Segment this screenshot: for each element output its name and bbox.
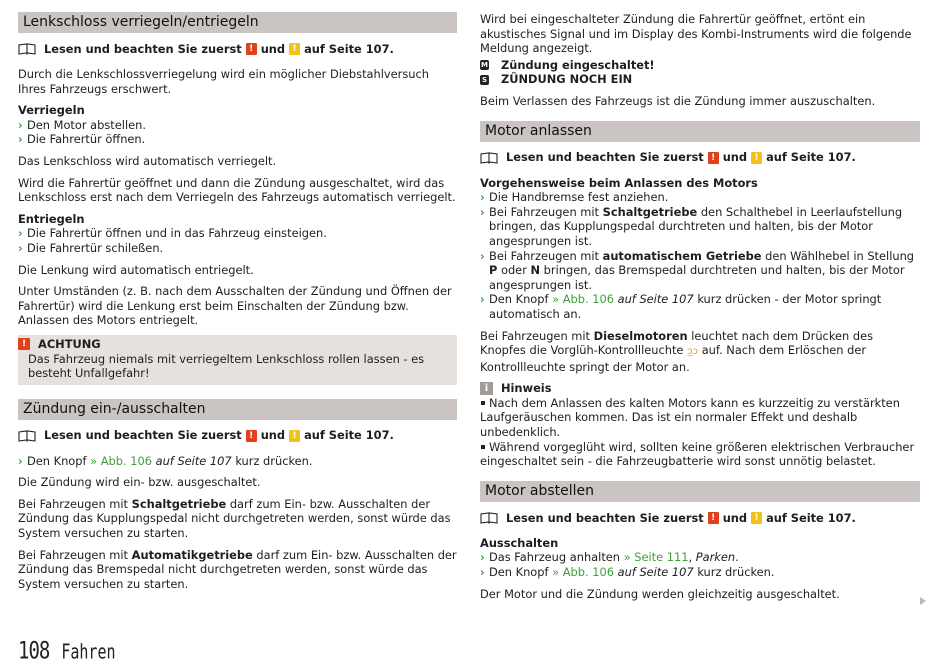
paragraph: Beim Verlassen des Fahrzeugs ist die Zündung immer auszuschalten. bbox=[480, 93, 876, 108]
paragraph: Der Motor und die Zündung werden gleichzeitig ausgeschaltet. bbox=[480, 586, 840, 601]
warning-and: und bbox=[260, 428, 286, 443]
warning-icon: ! bbox=[18, 338, 30, 350]
book-icon bbox=[480, 512, 498, 524]
warning-and: und bbox=[260, 41, 286, 56]
text: Schaltgetriebe bbox=[131, 496, 227, 511]
text: kurz drücken. bbox=[235, 453, 313, 468]
warning-red-icon[interactable]: ! bbox=[246, 430, 257, 442]
warning-reference bbox=[480, 510, 920, 526]
subheading-verriegeln: Verriegeln bbox=[18, 103, 85, 118]
warning-red-icon[interactable]: ! bbox=[246, 43, 257, 55]
chevron-right-icon: › bbox=[480, 204, 485, 219]
continue-arrow-icon bbox=[920, 597, 926, 605]
square-bullet-icon bbox=[481, 401, 485, 405]
warning-text: Lesen und beachten Sie zuerst bbox=[44, 41, 242, 56]
subheading-ausschalten: Ausschalten bbox=[480, 535, 559, 550]
left-column bbox=[18, 12, 457, 598]
text: Nach dem Anlassen des kalten Motors kann es kurzzeitig zu verstärkten Laufgeräuschen kommen. Das ist ein normaler Effekt und deshalb unbedenklich. bbox=[480, 395, 900, 440]
list-item: › Die Fahrertür öffnen und in das Fahrzeug einsteigen. bbox=[18, 226, 327, 241]
list-item: › Die Fahrertür öffnen. bbox=[18, 132, 146, 147]
list-item bbox=[480, 205, 920, 249]
text: leuchtet nach dem Drücken des Knopfes die Vorglüh-Kontrollleuchte bbox=[480, 328, 874, 358]
text: P bbox=[489, 263, 498, 278]
text: auf Seite 107 bbox=[617, 565, 694, 580]
warning-reference bbox=[480, 150, 920, 166]
warning-reference bbox=[18, 41, 457, 57]
paragraph: Die Zündung wird ein- bzw. ausgeschaltet. bbox=[18, 475, 261, 490]
warning-page-link[interactable]: auf Seite 107. bbox=[766, 510, 856, 525]
info-icon: i bbox=[480, 382, 493, 395]
text: Das Fahrzeug anhalten bbox=[489, 550, 621, 565]
warning-red-icon[interactable]: ! bbox=[708, 152, 719, 164]
note-item bbox=[480, 440, 920, 469]
text: Hinweis bbox=[501, 381, 552, 396]
text: auf. Nach dem Erlöschen der Kontrollleuchte springt der Motor an. bbox=[480, 343, 867, 374]
display-message bbox=[480, 58, 920, 73]
list-item bbox=[480, 249, 920, 293]
chevron-right-icon: › bbox=[18, 226, 23, 241]
text: kurz drücken. bbox=[697, 565, 775, 580]
text: ZÜNDUNG NOCH EIN bbox=[501, 72, 633, 87]
text: oder bbox=[500, 263, 527, 278]
warning-page-link[interactable]: auf Seite 107. bbox=[304, 428, 394, 443]
paragraph: Wird die Fahrertür geöffnet und dann die Zündung ausgeschaltet, wird das Lenkschloss erst nach dem Verriegeln des Fahrzeugs automatisch verriegelt. bbox=[18, 175, 456, 205]
figure-link[interactable]: » Abb. 106 bbox=[552, 565, 614, 580]
text: Dieselmotoren bbox=[593, 328, 688, 343]
section-title-motor-anlassen: Motor anlassen bbox=[480, 121, 920, 142]
warning-yellow-icon[interactable]: ! bbox=[751, 152, 762, 164]
paragraph bbox=[480, 329, 920, 375]
warning-text: Lesen und beachten Sie zuerst bbox=[506, 510, 704, 525]
paragraph: Das Lenkschloss wird automatisch verriegelt. bbox=[18, 153, 277, 168]
chevron-right-icon: › bbox=[18, 132, 23, 147]
display-s-icon: S bbox=[481, 75, 488, 84]
page-link[interactable]: » Seite 111 bbox=[623, 550, 689, 565]
chapter-name: Fahren bbox=[61, 639, 116, 665]
list-item bbox=[480, 292, 920, 321]
text: Bei Fahrzeugen mit bbox=[489, 248, 600, 263]
warning-yellow-icon[interactable]: ! bbox=[289, 43, 300, 55]
text: den Schalthebel in Leerlaufstellung bringen, das Kupplungspedal durchtreten und halten, bis der Motor angesprungen ist. bbox=[489, 204, 903, 248]
text: Zündung eingeschaltet! bbox=[501, 57, 655, 72]
warning-text: Lesen und beachten Sie zuerst bbox=[44, 428, 242, 443]
list-item bbox=[480, 565, 920, 580]
text: Bei Fahrzeugen mit bbox=[18, 547, 129, 562]
text: darf zum Ein- bzw. Ausschalten der Zündung das Kupplungspedal nicht durchgetreten werden, sonst würde das System versuchen zu starten. bbox=[18, 496, 451, 541]
warning-yellow-icon[interactable]: ! bbox=[751, 512, 762, 524]
paragraph: Durch die Lenkschlossverriegelung wird ein möglicher Diebstahlversuch Ihres Fahrzeugs erschwert. bbox=[18, 67, 429, 96]
text: , bbox=[688, 550, 693, 565]
warning-box-title: ACHTUNG bbox=[38, 336, 101, 351]
figure-link[interactable]: » Abb. 106 bbox=[90, 453, 152, 468]
paragraph bbox=[18, 497, 457, 541]
text: kurz drücken - der Motor springt automatisch an. bbox=[489, 292, 882, 321]
page-number: 108 bbox=[18, 637, 50, 665]
warning-and: und bbox=[722, 150, 748, 165]
section-title-motor-abstellen: Motor abstellen bbox=[480, 481, 920, 502]
chevron-right-icon: › bbox=[18, 240, 23, 255]
warning-page-link[interactable]: auf Seite 107. bbox=[766, 150, 856, 165]
page-footer bbox=[18, 637, 116, 665]
list-item: › Den Motor abstellen. bbox=[18, 117, 146, 132]
warning-text: Lesen und beachten Sie zuerst bbox=[506, 150, 704, 165]
warning-box bbox=[18, 335, 457, 385]
paragraph: Unter Umständen (z. B. nach dem Ausschalten der Zündung und Öffnen der Fahrertür) wird die Lenkung erst beim Einschalten der Zündung bzw. Anlassen des Motors entriegelt. bbox=[18, 284, 452, 328]
section-title-lenkschloss: Lenkschloss verriegeln/entriegeln bbox=[18, 12, 457, 33]
text: Schaltgetriebe bbox=[602, 204, 698, 219]
note-item bbox=[480, 396, 920, 440]
text: Automatikgetriebe bbox=[131, 547, 253, 562]
book-icon bbox=[480, 152, 498, 164]
section-title-zuendung: Zündung ein-/ausschalten bbox=[18, 399, 457, 420]
text: Bei Fahrzeugen mit bbox=[489, 204, 600, 219]
text: darf zum Ein- bzw. Ausschalten der Zündung das Bremspedal nicht durchgetreten werden, sonst würde das System versuchen zu starten. bbox=[18, 547, 457, 591]
book-icon bbox=[18, 43, 36, 55]
warning-and: und bbox=[722, 510, 748, 525]
right-column bbox=[480, 12, 920, 608]
text: Den Knopf bbox=[489, 565, 549, 580]
warning-box-body: Das Fahrzeug niemals mit verriegeltem Lenkschloss rollen lassen - es besteht Unfallgefahr! bbox=[28, 351, 425, 381]
text: Während vorgeglüht wird, sollten keine größeren elektrischen Verbraucher eingeschaltet sein - die Fahrzeugbatterie wird sonst unnötig belastet. bbox=[480, 439, 915, 469]
text: Den Knopf bbox=[27, 453, 87, 468]
list-item bbox=[480, 550, 920, 565]
text: bringen, das Bremspedal durchtreten und halten, bis der Motor angesprungen ist. bbox=[489, 263, 905, 292]
list-item: › Die Fahrertür schileßen. bbox=[18, 240, 164, 255]
figure-link[interactable]: » Abb. 106 bbox=[552, 292, 614, 307]
book-icon bbox=[18, 430, 36, 442]
warning-yellow-icon[interactable]: ! bbox=[289, 430, 300, 442]
text: den Wählhebel in Stellung bbox=[765, 248, 915, 263]
warning-page-link[interactable]: auf Seite 107. bbox=[304, 41, 394, 56]
text: Den Knopf bbox=[489, 292, 549, 307]
text: Bei Fahrzeugen mit bbox=[18, 496, 129, 511]
glow-plug-icon: ↄ̲ↄ bbox=[687, 346, 699, 358]
chevron-right-icon: › bbox=[480, 292, 485, 307]
text: automatischem Getriebe bbox=[602, 248, 762, 263]
chevron-right-icon: › bbox=[18, 453, 23, 468]
display-m-icon: M bbox=[481, 61, 488, 70]
text: Bei Fahrzeugen mit bbox=[480, 328, 591, 343]
square-bullet-icon bbox=[481, 445, 485, 449]
paragraph: Wird bei eingeschalteter Zündung die Fahrertür geöffnet, ertönt ein akustisches Signal und im Display des Kombi-Instruments wird die folgende Meldung angezeigt. bbox=[480, 12, 912, 56]
chevron-right-icon: › bbox=[480, 550, 485, 565]
text: auf Seite 107 bbox=[155, 453, 232, 468]
subheading-entriegeln: Entriegeln bbox=[18, 211, 85, 226]
text: N bbox=[530, 263, 541, 278]
chevron-right-icon: › bbox=[480, 565, 485, 580]
text: . bbox=[735, 550, 739, 565]
chevron-right-icon: › bbox=[18, 117, 23, 132]
display-message bbox=[480, 72, 920, 87]
subheading-vorgehensweise: Vorgehensweise beim Anlassen des Motors bbox=[480, 175, 758, 190]
paragraph bbox=[18, 548, 457, 592]
text: Parken bbox=[695, 550, 736, 565]
chevron-right-icon: › bbox=[480, 248, 485, 263]
list-item: › Die Handbremse fest anziehen. bbox=[480, 190, 669, 205]
list-item bbox=[18, 454, 457, 469]
warning-red-icon[interactable]: ! bbox=[708, 512, 719, 524]
chevron-right-icon: › bbox=[480, 190, 485, 205]
text: auf Seite 107 bbox=[617, 292, 694, 307]
note-title bbox=[480, 381, 920, 396]
warning-reference bbox=[18, 428, 457, 444]
paragraph: Die Lenkung wird automatisch entriegelt. bbox=[18, 262, 254, 277]
